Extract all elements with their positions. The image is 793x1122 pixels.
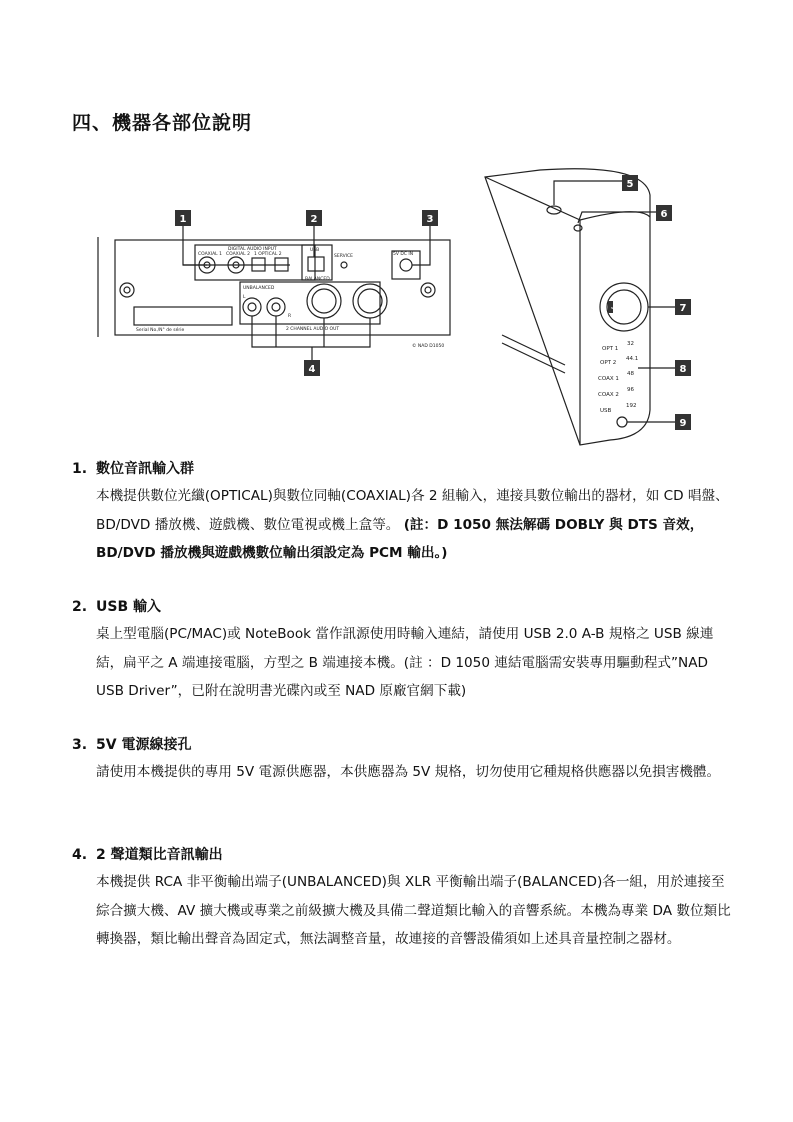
section-1-heading: 數位音訊輸入群	[96, 461, 194, 477]
callout-7: 7	[679, 303, 687, 314]
device-diagram	[90, 165, 710, 450]
service-port	[341, 262, 347, 268]
rca-left-jack	[243, 298, 261, 316]
label-model: © NAD D1050	[412, 344, 445, 349]
label-r: R	[288, 314, 292, 319]
page-title: 四、機器各部位說明	[72, 112, 253, 134]
front-label-opt1: OPT 1	[602, 346, 619, 352]
label-usb: USB	[310, 248, 320, 253]
xlr-right-inner	[358, 289, 382, 313]
section-2-title	[72, 594, 732, 620]
callout-8: 8	[679, 364, 687, 375]
device-logo: NAD	[611, 306, 618, 310]
section-4-heading: 2 聲道類比音訊輸出	[96, 847, 223, 863]
rate-label-441: 44.1	[626, 356, 639, 362]
callout-2: 2	[310, 214, 318, 225]
device-slot-1	[502, 335, 565, 365]
section-2-heading: USB 輸入	[96, 599, 161, 615]
serial-box	[134, 307, 232, 325]
right-screw	[421, 283, 435, 297]
section-3-body: 請使用本機提供的專用 5V 電源供應器，本供應器為 5V 規格，切勿使用它種規格供應器以免損害機體。	[96, 764, 721, 780]
device-diagram-svg	[90, 165, 710, 450]
rate-label-96: 96	[627, 387, 634, 393]
label-coax1: COAXIAL 1	[198, 252, 222, 257]
front-label-usb: USB	[600, 408, 612, 414]
section-2-body: 桌上型電腦(PC/MAC)或 NoteBook 當作訊源使用時輸入連結，請使用 USB 2.0 A-B 規格之 USB 線連結，扁平之 A 端連接電腦，方型之 B 端連接本機。(註 ：D 1050 連結電腦需安裝專用驅動程式”NAD USB Driver”，已附在說明書光碟內或至 NAD 原廠官網下載)	[96, 626, 714, 699]
label-balanced: BALANCED	[305, 277, 330, 282]
label-unbalanced: UNBALANCED	[243, 286, 275, 291]
section-4-body: 本機提供 RCA 非平衡輸出端子(UNBALANCED)與 XLR 平衡輸出端子(BALANCED)各一組，用於連接至綜合擴大機、AV 擴大機或專業之前級擴大機及具備二聲道類比輸入的音響系統。本機為專業 DA 數位類比轉換器，類比輸出聲音為固定式，無法調整音量，故連接的音響設備須如上述具音量控制之器材。	[96, 874, 731, 947]
section-3-heading: 5V 電源線接孔	[96, 737, 192, 753]
device-top-edge	[580, 212, 650, 220]
device-top-led	[574, 225, 582, 231]
headphone-jack	[617, 417, 627, 427]
label-optical: 1 OPTICAL 2	[254, 252, 282, 257]
label-coax2: COAXIAL 2	[226, 252, 250, 257]
usb-b-port	[308, 257, 324, 271]
label-audio-out: 2 CHANNEL AUDIO OUT	[286, 327, 340, 332]
label-l: L	[243, 295, 246, 300]
callout-4: 4	[308, 364, 316, 375]
section-3	[72, 732, 732, 787]
front-label-coax1: COAX 1	[598, 376, 619, 382]
front-label-coax2: COAX 2	[598, 392, 619, 398]
device-slot-2	[502, 343, 565, 373]
callout-1: 1	[179, 214, 187, 225]
section-4-number: 4.	[72, 847, 88, 863]
callout-6: 6	[660, 209, 668, 220]
left-screw	[120, 283, 134, 297]
rca-right-pin	[272, 303, 280, 311]
front-label-opt2: OPT 2	[600, 360, 617, 366]
label-serial: Serial No./N° de série	[136, 328, 185, 333]
section-3-title	[72, 732, 732, 758]
section-4	[72, 842, 732, 954]
callout-9: 9	[679, 418, 687, 429]
section-1-title	[72, 456, 732, 482]
leader-3	[412, 222, 430, 265]
right-screw-inner	[425, 287, 431, 293]
section-2	[72, 594, 732, 706]
rate-label-32: 32	[627, 341, 634, 347]
callout-5: 5	[626, 179, 634, 190]
callout-3: 3	[426, 214, 434, 225]
section-1-note: (註：D 1050 無法解碼 DOBLY 與 DTS 音效，BD/DVD 播放機與遊戲機數位輸出須設定為 PCM 輸出。)	[96, 516, 704, 561]
rca-right-jack	[267, 298, 285, 316]
section-1-text: 本機提供數位光纖(OPTICAL)與數位同軸(COAXIAL)各 2 組輸入，連接具數位輸出的器材，如 CD 唱盤、BD/DVD 播放機、遊戲機、數位電視或機上盒等。	[96, 488, 729, 533]
section-4-title	[72, 842, 732, 868]
label-service: SERVICE	[334, 254, 353, 259]
label-power: 5V DC IN	[393, 252, 414, 257]
power-jack	[400, 259, 412, 271]
left-screw-inner	[124, 287, 130, 293]
rate-label-48: 48	[627, 371, 634, 377]
rca-left-pin	[248, 303, 256, 311]
section-2-number: 2.	[72, 599, 88, 615]
section-1-number: 1.	[72, 461, 88, 477]
label-digital-input: DIGITAL AUDIO INPUT	[228, 247, 277, 252]
section-1-body	[96, 482, 732, 568]
section-3-number: 3.	[72, 737, 88, 753]
xlr-left-inner	[312, 289, 336, 313]
leader-5	[554, 181, 630, 205]
rate-label-192: 192	[626, 403, 637, 409]
section-1	[72, 456, 732, 568]
